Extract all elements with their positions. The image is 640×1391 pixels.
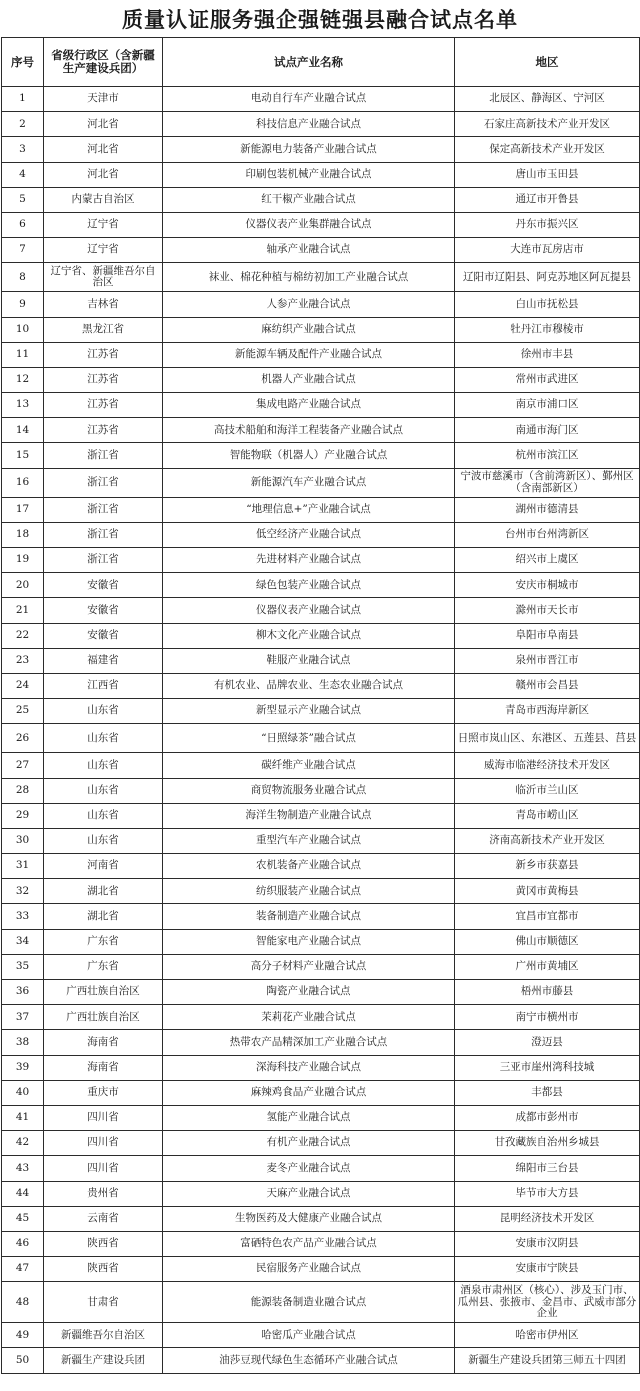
table-row bbox=[2, 1282, 640, 1323]
table-row bbox=[2, 418, 640, 443]
row-area: 保定高新技术产业开发区 bbox=[455, 137, 640, 162]
row-industry-name: 茉莉花产业融合试点 bbox=[163, 1005, 455, 1030]
row-province: 浙江省 bbox=[44, 497, 163, 522]
row-area: 成都市彭州市 bbox=[455, 1105, 640, 1130]
table-row bbox=[2, 1257, 640, 1282]
row-area: 哈密市伊州区 bbox=[455, 1323, 640, 1348]
table-row bbox=[2, 598, 640, 623]
row-industry-name: 深海科技产业融合试点 bbox=[163, 1055, 455, 1080]
row-province: 辽宁省、新疆维吾尔自治区 bbox=[44, 263, 163, 292]
table-row bbox=[2, 778, 640, 803]
row-province: 河北省 bbox=[44, 112, 163, 137]
row-province: 辽宁省 bbox=[44, 238, 163, 263]
row-no: 45 bbox=[2, 1206, 44, 1231]
table-row bbox=[2, 1105, 640, 1130]
row-no: 34 bbox=[2, 929, 44, 954]
table-row bbox=[2, 317, 640, 342]
row-area: 甘孜藏族自治州乡城县 bbox=[455, 1131, 640, 1156]
row-area: 通辽市开鲁县 bbox=[455, 187, 640, 212]
table-row bbox=[2, 673, 640, 698]
row-province: 新疆生产建设兵团 bbox=[44, 1348, 163, 1373]
row-province: 辽宁省 bbox=[44, 212, 163, 237]
row-area: 台州市台州湾新区 bbox=[455, 522, 640, 547]
row-no: 21 bbox=[2, 598, 44, 623]
table-header-row bbox=[2, 38, 640, 87]
row-no: 36 bbox=[2, 980, 44, 1005]
row-industry-name: 农机装备产业融合试点 bbox=[163, 854, 455, 879]
table-row bbox=[2, 548, 640, 573]
table-row bbox=[2, 137, 640, 162]
table-row bbox=[2, 1131, 640, 1156]
row-no: 47 bbox=[2, 1257, 44, 1282]
table-row bbox=[2, 443, 640, 468]
row-no: 25 bbox=[2, 699, 44, 724]
row-province: 浙江省 bbox=[44, 443, 163, 468]
table-row bbox=[2, 187, 640, 212]
row-no: 15 bbox=[2, 443, 44, 468]
row-no: 5 bbox=[2, 187, 44, 212]
row-area: 绵阳市三台县 bbox=[455, 1156, 640, 1181]
row-industry-name: 陶瓷产业融合试点 bbox=[163, 980, 455, 1005]
row-no: 8 bbox=[2, 263, 44, 292]
row-area: 酒泉市肃州区（核心）、涉及玉门市、瓜州县、张掖市、金昌市、武威市部分企业 bbox=[455, 1282, 640, 1323]
row-province: 江西省 bbox=[44, 673, 163, 698]
row-industry-name: 新能源汽车产业融合试点 bbox=[163, 468, 455, 497]
row-province: 福建省 bbox=[44, 648, 163, 673]
row-industry-name: “地理信息+”产业融合试点 bbox=[163, 497, 455, 522]
row-no: 7 bbox=[2, 238, 44, 263]
table-row bbox=[2, 1348, 640, 1373]
row-province: 山东省 bbox=[44, 778, 163, 803]
row-industry-name: 哈密瓜产业融合试点 bbox=[163, 1323, 455, 1348]
row-no: 4 bbox=[2, 162, 44, 187]
row-no: 40 bbox=[2, 1080, 44, 1105]
row-area: 湖州市德清县 bbox=[455, 497, 640, 522]
row-area: 昆明经济技术开发区 bbox=[455, 1206, 640, 1231]
row-province: 湖北省 bbox=[44, 904, 163, 929]
table-row bbox=[2, 1055, 640, 1080]
table-row bbox=[2, 1005, 640, 1030]
row-area: 佛山市顺德区 bbox=[455, 929, 640, 954]
table-row bbox=[2, 468, 640, 497]
row-area: 杭州市滨江区 bbox=[455, 443, 640, 468]
table-row bbox=[2, 292, 640, 317]
table-body bbox=[2, 87, 640, 1374]
row-industry-name: 轴承产业融合试点 bbox=[163, 238, 455, 263]
row-no: 2 bbox=[2, 112, 44, 137]
row-province: 广西壮族自治区 bbox=[44, 1005, 163, 1030]
row-industry-name: 智能家电产业融合试点 bbox=[163, 929, 455, 954]
row-province: 江苏省 bbox=[44, 418, 163, 443]
row-area: 宜昌市宜都市 bbox=[455, 904, 640, 929]
row-no: 43 bbox=[2, 1156, 44, 1181]
pilot-list-table bbox=[1, 37, 640, 1374]
row-province: 海南省 bbox=[44, 1030, 163, 1055]
row-province: 云南省 bbox=[44, 1206, 163, 1231]
row-area: 三亚市崖州湾科技城 bbox=[455, 1055, 640, 1080]
row-industry-name: 红干椒产业融合试点 bbox=[163, 187, 455, 212]
row-province: 浙江省 bbox=[44, 522, 163, 547]
row-province: 黑龙江省 bbox=[44, 317, 163, 342]
row-province: 甘肃省 bbox=[44, 1282, 163, 1323]
row-province: 四川省 bbox=[44, 1131, 163, 1156]
row-province: 海南省 bbox=[44, 1055, 163, 1080]
row-area: 石家庄高新技术产业开发区 bbox=[455, 112, 640, 137]
row-industry-name: 海洋生物制造产业融合试点 bbox=[163, 803, 455, 828]
row-no: 23 bbox=[2, 648, 44, 673]
row-area: 阜阳市阜南县 bbox=[455, 623, 640, 648]
table-row bbox=[2, 753, 640, 778]
row-province: 新疆维吾尔自治区 bbox=[44, 1323, 163, 1348]
row-no: 28 bbox=[2, 778, 44, 803]
row-province: 湖北省 bbox=[44, 879, 163, 904]
row-no: 1 bbox=[2, 87, 44, 112]
row-area: 赣州市会昌县 bbox=[455, 673, 640, 698]
row-no: 13 bbox=[2, 393, 44, 418]
table-row bbox=[2, 522, 640, 547]
row-no: 6 bbox=[2, 212, 44, 237]
row-area: 威海市临港经济技术开发区 bbox=[455, 753, 640, 778]
row-no: 37 bbox=[2, 1005, 44, 1030]
row-industry-name: 先进材料产业融合试点 bbox=[163, 548, 455, 573]
row-area: 徐州市丰县 bbox=[455, 342, 640, 367]
row-no: 3 bbox=[2, 137, 44, 162]
row-industry-name: 装备制造产业融合试点 bbox=[163, 904, 455, 929]
row-no: 41 bbox=[2, 1105, 44, 1130]
table-row bbox=[2, 724, 640, 753]
row-no: 18 bbox=[2, 522, 44, 547]
header-industry-name: 试点产业名称 bbox=[163, 38, 455, 87]
row-industry-name: 商贸物流服务业融合试点 bbox=[163, 778, 455, 803]
table-row bbox=[2, 497, 640, 522]
table-row bbox=[2, 648, 640, 673]
row-area: 安康市宁陕县 bbox=[455, 1257, 640, 1282]
table-row bbox=[2, 367, 640, 392]
row-industry-name: 麻辣鸡食品产业融合试点 bbox=[163, 1080, 455, 1105]
row-province: 四川省 bbox=[44, 1105, 163, 1130]
table-row bbox=[2, 929, 640, 954]
row-industry-name: 麻纺织产业融合试点 bbox=[163, 317, 455, 342]
row-no: 9 bbox=[2, 292, 44, 317]
row-province: 内蒙古自治区 bbox=[44, 187, 163, 212]
row-industry-name: 天麻产业融合试点 bbox=[163, 1181, 455, 1206]
row-industry-name: 集成电路产业融合试点 bbox=[163, 393, 455, 418]
row-province: 陕西省 bbox=[44, 1257, 163, 1282]
row-no: 50 bbox=[2, 1348, 44, 1373]
table-row bbox=[2, 87, 640, 112]
table-row bbox=[2, 828, 640, 853]
row-province: 江苏省 bbox=[44, 342, 163, 367]
row-no: 22 bbox=[2, 623, 44, 648]
page-title: 质量认证服务强企强链强县融合试点名单 bbox=[122, 8, 518, 32]
row-province: 安徽省 bbox=[44, 623, 163, 648]
row-area: 南宁市横州市 bbox=[455, 1005, 640, 1030]
row-industry-name: 鞋服产业融合试点 bbox=[163, 648, 455, 673]
row-no: 48 bbox=[2, 1282, 44, 1323]
row-no: 11 bbox=[2, 342, 44, 367]
row-no: 35 bbox=[2, 954, 44, 979]
row-province: 陕西省 bbox=[44, 1231, 163, 1256]
row-industry-name: 电动自行车产业融合试点 bbox=[163, 87, 455, 112]
row-industry-name: 民宿服务产业融合试点 bbox=[163, 1257, 455, 1282]
row-province: 河北省 bbox=[44, 162, 163, 187]
row-province: 广西壮族自治区 bbox=[44, 980, 163, 1005]
row-industry-name: 高技术船舶和海洋工程装备产业融合试点 bbox=[163, 418, 455, 443]
row-industry-name: 印刷包装机械产业融合试点 bbox=[163, 162, 455, 187]
row-province: 四川省 bbox=[44, 1156, 163, 1181]
table-row bbox=[2, 1181, 640, 1206]
row-area: 澄迈县 bbox=[455, 1030, 640, 1055]
row-area: 日照市岚山区、东港区、五莲县、莒县 bbox=[455, 724, 640, 753]
row-no: 14 bbox=[2, 418, 44, 443]
row-area: 南通市海门区 bbox=[455, 418, 640, 443]
row-industry-name: 高分子材料产业融合试点 bbox=[163, 954, 455, 979]
row-industry-name: 新能源车辆及配件产业融合试点 bbox=[163, 342, 455, 367]
header-province: 省级行政区（含新疆生产建设兵团） bbox=[44, 38, 163, 87]
row-no: 31 bbox=[2, 854, 44, 879]
row-area: 新乡市获嘉县 bbox=[455, 854, 640, 879]
table-row bbox=[2, 980, 640, 1005]
row-industry-name: 有机产业融合试点 bbox=[163, 1131, 455, 1156]
table-row bbox=[2, 1206, 640, 1231]
table-row bbox=[2, 263, 640, 292]
table-row bbox=[2, 238, 640, 263]
row-province: 安徽省 bbox=[44, 598, 163, 623]
row-no: 16 bbox=[2, 468, 44, 497]
row-area: 泉州市晋江市 bbox=[455, 648, 640, 673]
row-industry-name: 仪器仪表产业融合试点 bbox=[163, 598, 455, 623]
row-no: 33 bbox=[2, 904, 44, 929]
row-province: 广东省 bbox=[44, 954, 163, 979]
row-industry-name: 麦冬产业融合试点 bbox=[163, 1156, 455, 1181]
row-area: 丰都县 bbox=[455, 1080, 640, 1105]
table-row bbox=[2, 112, 640, 137]
row-no: 20 bbox=[2, 573, 44, 598]
table-row bbox=[2, 1231, 640, 1256]
row-area: 丹东市振兴区 bbox=[455, 212, 640, 237]
table-row bbox=[2, 854, 640, 879]
row-industry-name: 生物医药及大健康产业融合试点 bbox=[163, 1206, 455, 1231]
row-industry-name: 新能源电力装备产业融合试点 bbox=[163, 137, 455, 162]
row-industry-name: 有机农业、品牌农业、生态农业融合试点 bbox=[163, 673, 455, 698]
row-area: 北辰区、静海区、宁河区 bbox=[455, 87, 640, 112]
row-province: 河北省 bbox=[44, 137, 163, 162]
header-area: 地区 bbox=[455, 38, 640, 87]
row-area: 安庆市桐城市 bbox=[455, 573, 640, 598]
row-province: 山东省 bbox=[44, 753, 163, 778]
row-industry-name: 袜业、棉花种植与棉纺初加工产业融合试点 bbox=[163, 263, 455, 292]
row-province: 浙江省 bbox=[44, 548, 163, 573]
row-industry-name: 新型显示产业融合试点 bbox=[163, 699, 455, 724]
row-area: 牡丹江市穆棱市 bbox=[455, 317, 640, 342]
row-area: 青岛市崂山区 bbox=[455, 803, 640, 828]
row-no: 49 bbox=[2, 1323, 44, 1348]
row-no: 46 bbox=[2, 1231, 44, 1256]
row-area: 宁波市慈溪市（含前湾新区）、鄞州区（含南部新区） bbox=[455, 468, 640, 497]
row-industry-name: 能源装备制造业融合试点 bbox=[163, 1282, 455, 1323]
row-no: 44 bbox=[2, 1181, 44, 1206]
row-industry-name: “日照绿茶”融合试点 bbox=[163, 724, 455, 753]
row-no: 17 bbox=[2, 497, 44, 522]
table-row bbox=[2, 623, 640, 648]
row-province: 天津市 bbox=[44, 87, 163, 112]
table-row bbox=[2, 212, 640, 237]
row-industry-name: 纺织服装产业融合试点 bbox=[163, 879, 455, 904]
row-province: 贵州省 bbox=[44, 1181, 163, 1206]
row-area: 广州市黄埔区 bbox=[455, 954, 640, 979]
row-area: 黄冈市黄梅县 bbox=[455, 879, 640, 904]
row-area: 绍兴市上虞区 bbox=[455, 548, 640, 573]
row-area: 毕节市大方县 bbox=[455, 1181, 640, 1206]
row-no: 12 bbox=[2, 367, 44, 392]
row-area: 青岛市西海岸新区 bbox=[455, 699, 640, 724]
row-area: 安康市汉阴县 bbox=[455, 1231, 640, 1256]
row-industry-name: 人参产业融合试点 bbox=[163, 292, 455, 317]
row-province: 吉林省 bbox=[44, 292, 163, 317]
table-row bbox=[2, 699, 640, 724]
table-row bbox=[2, 162, 640, 187]
row-industry-name: 富硒特色农产品产业融合试点 bbox=[163, 1231, 455, 1256]
table-row bbox=[2, 1080, 640, 1105]
row-province: 江苏省 bbox=[44, 393, 163, 418]
row-area: 临沂市兰山区 bbox=[455, 778, 640, 803]
row-industry-name: 科技信息产业融合试点 bbox=[163, 112, 455, 137]
row-no: 30 bbox=[2, 828, 44, 853]
row-industry-name: 油莎豆现代绿色生态循环产业融合试点 bbox=[163, 1348, 455, 1373]
row-province: 浙江省 bbox=[44, 468, 163, 497]
row-area: 唐山市玉田县 bbox=[455, 162, 640, 187]
table-row bbox=[2, 342, 640, 367]
table-row bbox=[2, 1323, 640, 1348]
table-row bbox=[2, 904, 640, 929]
row-industry-name: 氢能产业融合试点 bbox=[163, 1105, 455, 1130]
row-area: 滁州市天长市 bbox=[455, 598, 640, 623]
table-row bbox=[2, 573, 640, 598]
header-no: 序号 bbox=[2, 38, 44, 87]
row-province: 山东省 bbox=[44, 724, 163, 753]
row-no: 26 bbox=[2, 724, 44, 753]
row-province: 山东省 bbox=[44, 828, 163, 853]
row-industry-name: 热带农产品精深加工产业融合试点 bbox=[163, 1030, 455, 1055]
row-no: 19 bbox=[2, 548, 44, 573]
row-area: 南京市浦口区 bbox=[455, 393, 640, 418]
row-area: 新疆生产建设兵团第三师五十四团 bbox=[455, 1348, 640, 1373]
row-area: 梧州市藤县 bbox=[455, 980, 640, 1005]
row-industry-name: 低空经济产业融合试点 bbox=[163, 522, 455, 547]
row-area: 大连市瓦房店市 bbox=[455, 238, 640, 263]
row-industry-name: 绿色包装产业融合试点 bbox=[163, 573, 455, 598]
row-no: 24 bbox=[2, 673, 44, 698]
row-industry-name: 仪器仪表产业集群融合试点 bbox=[163, 212, 455, 237]
row-industry-name: 智能物联（机器人）产业融合试点 bbox=[163, 443, 455, 468]
row-no: 29 bbox=[2, 803, 44, 828]
row-area: 辽阳市辽阳县、阿克苏地区阿瓦提县 bbox=[455, 263, 640, 292]
row-no: 32 bbox=[2, 879, 44, 904]
row-no: 39 bbox=[2, 1055, 44, 1080]
table-row bbox=[2, 954, 640, 979]
row-province: 重庆市 bbox=[44, 1080, 163, 1105]
row-area: 白山市抚松县 bbox=[455, 292, 640, 317]
table-row bbox=[2, 1030, 640, 1055]
row-industry-name: 重型汽车产业融合试点 bbox=[163, 828, 455, 853]
row-no: 27 bbox=[2, 753, 44, 778]
row-industry-name: 碳纤维产业融合试点 bbox=[163, 753, 455, 778]
table-row bbox=[2, 393, 640, 418]
row-no: 10 bbox=[2, 317, 44, 342]
row-province: 安徽省 bbox=[44, 573, 163, 598]
table-row bbox=[2, 879, 640, 904]
row-no: 38 bbox=[2, 1030, 44, 1055]
row-industry-name: 柳木文化产业融合试点 bbox=[163, 623, 455, 648]
row-industry-name: 机器人产业融合试点 bbox=[163, 367, 455, 392]
row-area: 济南高新技术产业开发区 bbox=[455, 828, 640, 853]
row-province: 山东省 bbox=[44, 803, 163, 828]
row-province: 河南省 bbox=[44, 854, 163, 879]
row-province: 江苏省 bbox=[44, 367, 163, 392]
row-area: 常州市武进区 bbox=[455, 367, 640, 392]
row-province: 山东省 bbox=[44, 699, 163, 724]
table-row bbox=[2, 803, 640, 828]
row-no: 42 bbox=[2, 1131, 44, 1156]
table-row bbox=[2, 1156, 640, 1181]
row-province: 广东省 bbox=[44, 929, 163, 954]
